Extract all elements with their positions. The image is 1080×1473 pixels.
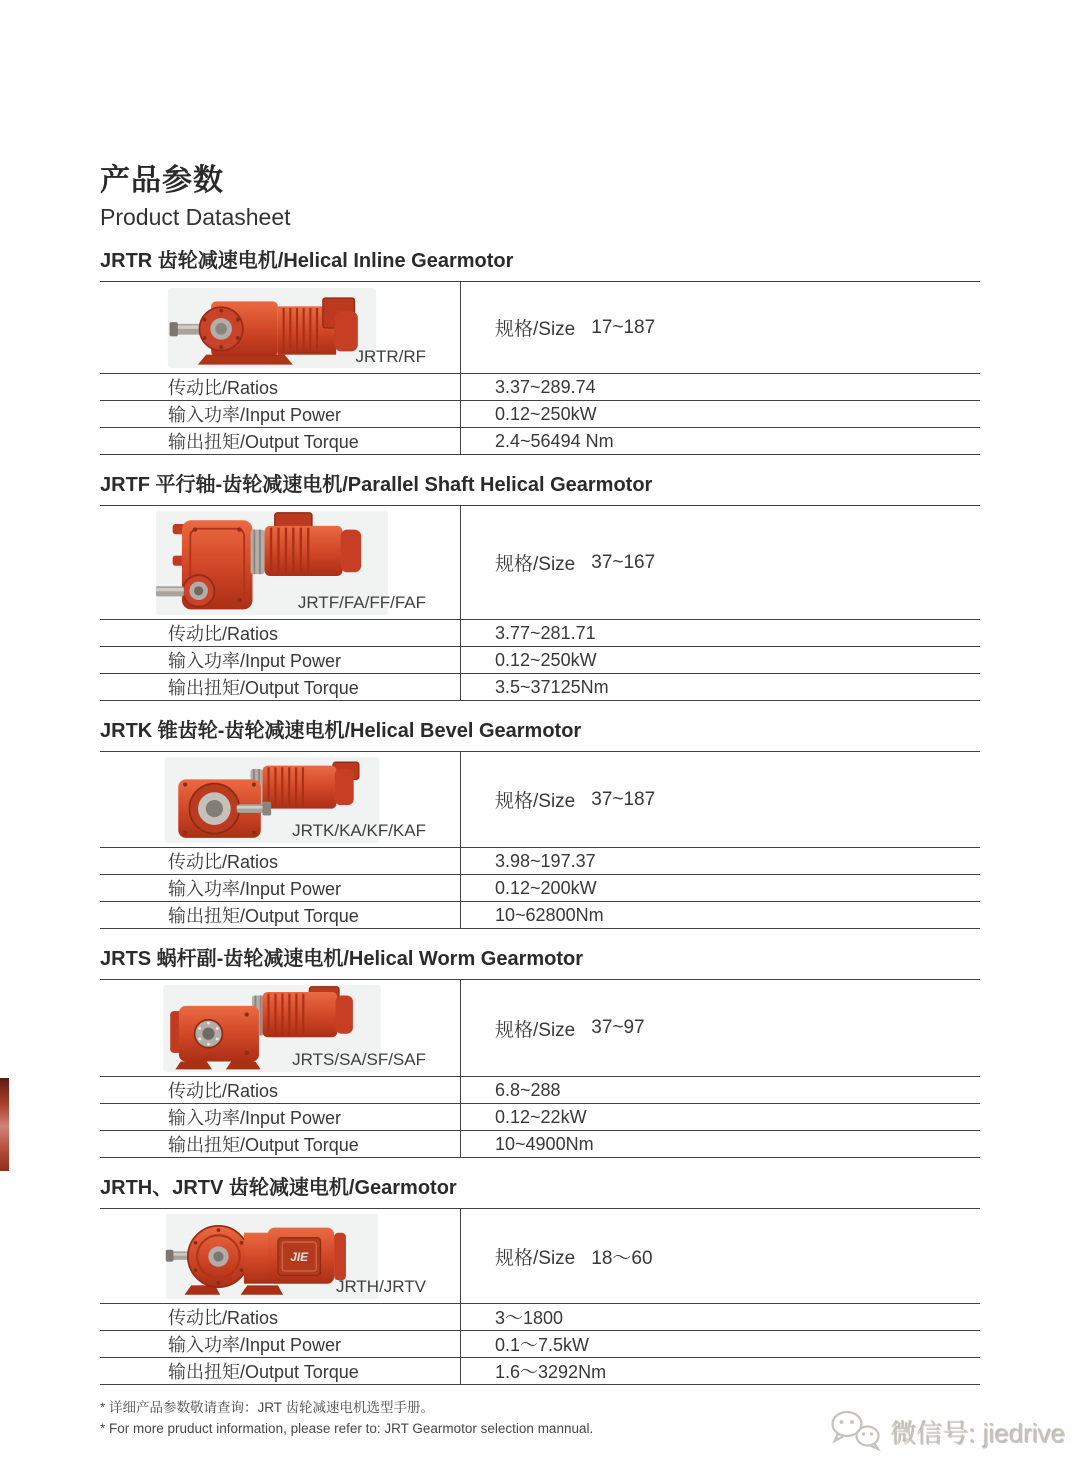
model-code-label: JRTF/FA/FF/FAF <box>297 593 426 613</box>
table-row <box>100 980 980 1076</box>
footnote-zh: * 详细产品参数敬请查询：JRT 齿轮减速电机选型手册。 <box>100 1400 435 1416</box>
table-row <box>100 1330 980 1357</box>
table-row <box>100 1103 980 1130</box>
table-row <box>100 506 980 619</box>
page-subtitle: Product Datasheet <box>100 203 291 230</box>
spec-label: 传动比/Ratios <box>168 1308 279 1329</box>
spec-label: 输入功率/Input Power <box>168 405 342 426</box>
size-label: 规格/Size <box>495 1019 576 1041</box>
spec-value: 0.12~22kW <box>460 1104 980 1130</box>
spec-value: 6.8~288 <box>460 1077 980 1103</box>
spec-table <box>100 505 980 701</box>
spec-label: 输入功率/Input Power <box>168 651 342 672</box>
section-title: JRTK 锥齿轮-齿轮减速电机/Helical Bevel Gearmotor <box>100 720 582 743</box>
left-edge-photo-strip <box>0 1078 9 1171</box>
spec-label: 传动比/Ratios <box>168 624 279 645</box>
spec-label: 输出扭矩/Output Torque <box>168 906 359 927</box>
page-title: 产品参数 <box>100 164 224 197</box>
spec-value: 0.1～7.5kW <box>460 1331 980 1357</box>
size-value: 37~167 <box>591 551 656 573</box>
wechat-watermark <box>829 1409 1066 1455</box>
spec-table <box>100 751 980 929</box>
spec-table <box>100 1208 980 1385</box>
size-label: 规格/Size <box>495 319 576 341</box>
spec-value: 10~62800Nm <box>460 902 980 928</box>
spec-label: 输出扭矩/Output Torque <box>168 678 359 699</box>
table-row <box>100 901 980 928</box>
table-row <box>100 1130 980 1157</box>
size-value: 17~187 <box>591 316 656 338</box>
section-title: JRTF 平行轴-齿轮减速电机/Parallel Shaft Helical Gearmotor <box>100 474 653 497</box>
spec-label: 输入功率/Input Power <box>168 1335 342 1356</box>
product-section-jrtf <box>100 472 980 701</box>
spec-label: 输入功率/Input Power <box>168 879 342 900</box>
size-value: 37~97 <box>591 1017 645 1039</box>
spec-label: 输出扭矩/Output Torque <box>168 432 359 453</box>
spec-value: 3～1800 <box>460 1304 980 1330</box>
spec-label: 输入功率/Input Power <box>168 1108 342 1129</box>
spec-value: 2.4~56494 Nm <box>460 428 980 454</box>
product-section-jrtk <box>100 718 980 929</box>
model-code-label: JRTH/JRTV <box>335 1277 426 1297</box>
spec-value: 10~4900Nm <box>460 1131 980 1157</box>
spec-table <box>100 979 980 1158</box>
table-row <box>100 673 980 700</box>
product-section-jrth-jrtv <box>100 1175 980 1385</box>
table-row <box>100 1303 980 1330</box>
section-title: JRTH、JRTV 齿轮减速电机/Gearmotor <box>100 1177 457 1200</box>
spec-value: 3.37~289.74 <box>460 374 980 400</box>
size-value: 18～60 <box>591 1247 653 1269</box>
spec-table <box>100 281 980 455</box>
spec-value: 0.12~200kW <box>460 875 980 901</box>
product-section-jrtr <box>100 248 980 455</box>
motor-brand-logo: JIE <box>290 1249 309 1264</box>
spec-value: 0.12~250kW <box>460 647 980 673</box>
size-label: 规格/Size <box>495 791 576 813</box>
spec-value: 3.98~197.37 <box>460 848 980 874</box>
table-row <box>100 1209 980 1303</box>
table-row <box>100 400 980 427</box>
product-section-jrts <box>100 946 980 1158</box>
table-row <box>100 427 980 454</box>
size-label: 规格/Size <box>495 554 576 576</box>
model-code-label: JRTS/SA/SF/SAF <box>292 1050 426 1070</box>
spec-label: 传动比/Ratios <box>168 852 279 873</box>
table-row <box>100 373 980 400</box>
table-row <box>100 1076 980 1103</box>
section-title: JRTS 蜗杆副-齿轮减速电机/Helical Worm Gearmotor <box>100 948 584 971</box>
section-title: JRTR 齿轮减速电机/Helical Inline Gearmotor <box>100 250 514 273</box>
table-row <box>100 619 980 646</box>
page-content <box>100 164 980 1440</box>
spec-label: 输出扭矩/Output Torque <box>168 1362 359 1383</box>
table-row <box>100 282 980 373</box>
spec-value: 3.77~281.71 <box>460 620 980 646</box>
spec-label: 输出扭矩/Output Torque <box>168 1135 359 1156</box>
model-code-label: JRTR/RF <box>355 347 426 367</box>
spec-label: 传动比/Ratios <box>168 1081 279 1102</box>
spec-value: 0.12~250kW <box>460 401 980 427</box>
size-value: 37~187 <box>591 788 656 810</box>
model-code-label: JRTK/KA/KF/KAF <box>292 821 426 841</box>
size-label: 规格/Size <box>495 1247 576 1269</box>
spec-value: 3.5~37125Nm <box>460 674 980 700</box>
spec-label: 传动比/Ratios <box>168 378 279 399</box>
watermark-text: 微信号: jiedrive <box>891 1418 1066 1449</box>
table-row <box>100 1357 980 1384</box>
table-row <box>100 874 980 901</box>
table-row <box>100 752 980 847</box>
wechat-icon <box>829 1409 883 1455</box>
spec-value: 1.6～3292Nm <box>460 1358 980 1384</box>
table-row <box>100 847 980 874</box>
table-row <box>100 646 980 673</box>
footnote-en: * For more pruduct information, please refer to: JRT Gearmotor selection mannual. <box>100 1421 594 1437</box>
